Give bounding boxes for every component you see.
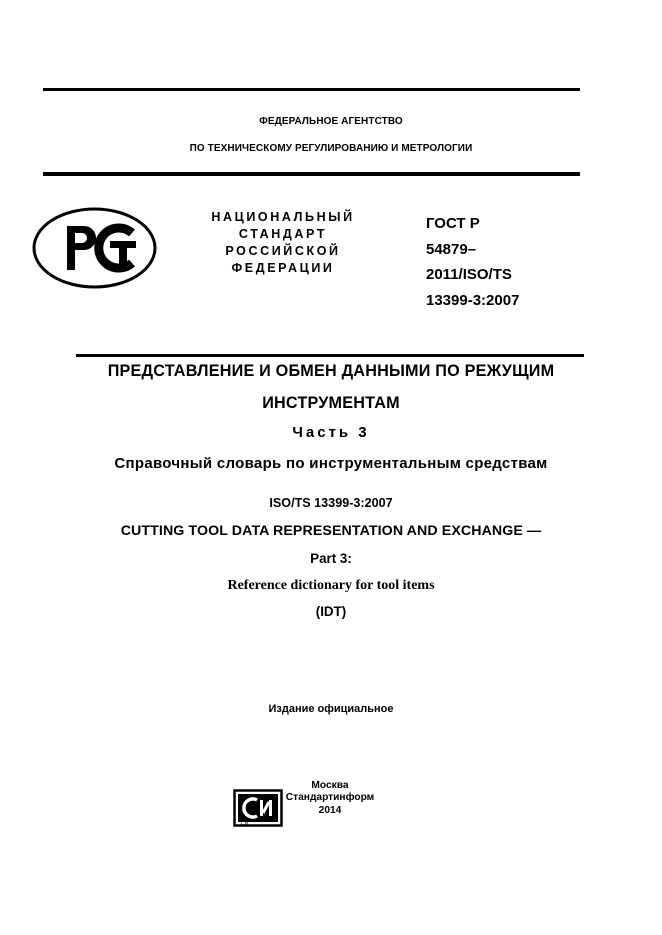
iso-designation: ISO/TS 13399-3:2007 [269,496,393,510]
publication-year: 2014 [318,804,342,816]
equivalence-degree: (IDT) [315,604,347,619]
top-rule [43,88,580,91]
standard-designation [426,211,519,313]
national-standard-line-3: РОССИЙСКОЙ [225,244,341,258]
agency-name-line-2: ПО ТЕХНИЧЕСКОМУ РЕГУЛИРОВАНИЮ И МЕТРОЛОГИИ [189,143,473,154]
title-en-main: CUTTING TOOL DATA REPRESENTATION AND EXCHANGE — [120,523,542,539]
agency-name-line-1: ФЕДЕРАЛЬНОЕ АГЕНТСТВО [259,116,403,127]
publisher-name: Стандартинформ [285,792,375,804]
title-ru-line-1: ПРЕДСТАВЛЕНИЕ И ОБМЕН ДАННЫМИ ПО РЕЖУЩИМ [107,362,555,380]
title-ru-part: Часть 3 [292,424,370,441]
national-standard-line-2: СТАНДАРТ [238,227,328,241]
designation-line-1: ГОСТ Р [426,215,480,232]
national-standard-line-4: ФЕДЕРАЦИИ [231,261,335,275]
header-rule [43,172,580,176]
standartinform-logo-icon [233,789,283,827]
publisher-imprint [285,780,375,817]
title-ru-line-2: ИНСТРУМЕНТАМ [262,394,400,412]
publisher-logo-letters: СИ [241,821,249,827]
title-rule [76,354,584,357]
publisher-city: Москва [311,780,349,791]
title-ru-subtitle: Справочный словарь по инструментальным средствам [114,455,548,472]
rst-logo-icon [32,207,157,289]
official-edition-label: Издание официальное [268,703,394,715]
national-standard-line-1: НАЦИОНАЛЬНЫЙ [211,210,355,224]
title-en-part: Part 3: [310,551,352,566]
designation-line-3: 2011/ISO/TS [426,266,512,283]
designation-line-4: 13399-3:2007 [426,291,520,309]
title-en-subtitle: Reference dictionary for tool items [227,578,435,593]
national-standard-label [200,209,366,277]
designation-line-2: 54879– [426,240,477,258]
